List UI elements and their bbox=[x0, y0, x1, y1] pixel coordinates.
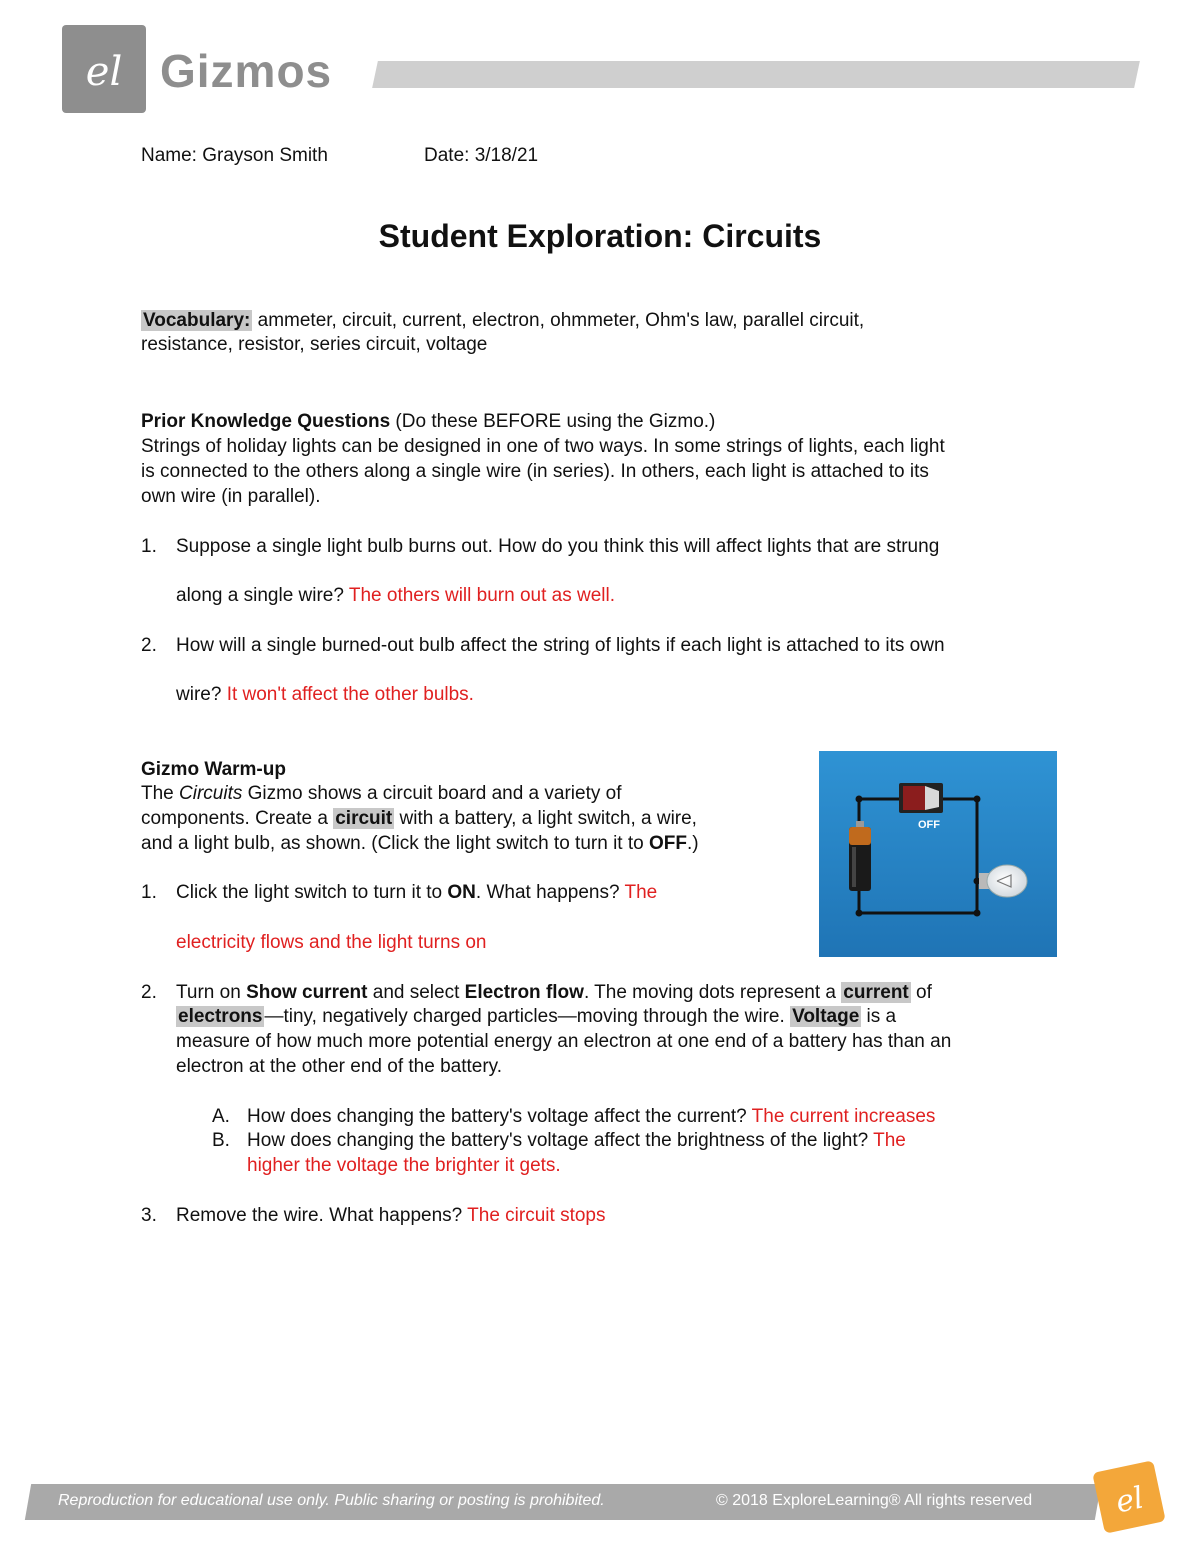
header-bar bbox=[372, 61, 1140, 88]
warmup-q1-line-1 bbox=[176, 880, 657, 905]
warmup-intro-1b: Circuits bbox=[179, 783, 243, 804]
warmup-q3-line bbox=[176, 1203, 605, 1228]
warmup-qb-text: How does changing the battery's voltage affect the brightness of the light? bbox=[247, 1130, 874, 1151]
switch-off-label: OFF bbox=[918, 819, 940, 831]
footer-copyright: © 2018 ExploreLearning® All rights reserved bbox=[716, 1492, 1033, 1509]
warmup-qa-label: A. bbox=[212, 1106, 230, 1127]
vocabulary-label: Vocabulary: bbox=[143, 310, 251, 331]
warmup-intro-2c: with a battery, a light switch, a wire, bbox=[394, 808, 697, 829]
warmup-intro-3b: OFF bbox=[648, 833, 687, 854]
gizmos-logo-icon bbox=[62, 25, 146, 113]
prior-q1-answer: The others will burn out as well. bbox=[348, 585, 615, 606]
warmup-q2-line-2 bbox=[176, 1004, 896, 1029]
prior-paragraph-line-1: Strings of holiday lights can be designed in one of two ways. In some strings of lights, each light bbox=[141, 436, 945, 457]
warmup-q2-2b: —tiny, negatively charged particles—moving through the wire. bbox=[264, 1006, 791, 1027]
warmup-qb-answer-1: The bbox=[873, 1130, 906, 1151]
prior-heading-text: Prior Knowledge Questions bbox=[141, 411, 391, 432]
warmup-q2-line-1 bbox=[176, 980, 932, 1005]
vocabulary-line-1 bbox=[141, 308, 864, 333]
warmup-q2-1e: . The moving dots represent a bbox=[583, 982, 842, 1003]
warmup-q2-line-3: measure of how much more potential energy an electron at one end of a battery has than an bbox=[176, 1031, 952, 1052]
warmup-q2-1b: Show current bbox=[246, 982, 368, 1003]
warmup-q2-line-4: electron at the other end of the battery. bbox=[176, 1056, 503, 1077]
explorelearning-logo-icon bbox=[1092, 1460, 1166, 1534]
warmup-q2-number: 2. bbox=[141, 982, 157, 1003]
warmup-q2-2d: is a bbox=[861, 1006, 897, 1027]
student-name: Name: Grayson Smith bbox=[141, 145, 328, 166]
footer-disclaimer: Reproduction for educational use only. Public sharing or posting is prohibited. bbox=[58, 1492, 605, 1509]
warmup-q1-b: ON bbox=[447, 882, 476, 903]
warmup-intro-3a: and a light bulb, as shown. (Click the light switch to turn it to bbox=[141, 833, 649, 854]
warmup-intro-line-1 bbox=[141, 781, 621, 806]
warmup-q3-text: Remove the wire. What happens? bbox=[176, 1205, 468, 1226]
warmup-q1-answer-1: The bbox=[624, 882, 658, 903]
warmup-q2-1d: Electron flow bbox=[464, 982, 584, 1003]
prior-q2-text: How will a single burned-out bulb affect the string of lights if each light is attached to its own bbox=[176, 635, 945, 656]
warmup-qb-answer-2: higher the voltage the brighter it gets. bbox=[247, 1155, 561, 1176]
warmup-q2-2a: electrons bbox=[178, 1006, 263, 1027]
warmup-q1-a: Click the light switch to turn it to bbox=[176, 882, 448, 903]
warmup-intro-3c: .) bbox=[686, 833, 699, 854]
prior-q1-text: Suppose a single light bulb burns out. How do you think this will affect lights that are strung bbox=[176, 536, 940, 557]
svg-text:el: el bbox=[85, 49, 123, 95]
prior-paragraph-line-2: is connected to the others along a single wire (in series). In others, each light is attached to its bbox=[141, 461, 929, 482]
warmup-q3-answer: The circuit stops bbox=[467, 1205, 606, 1226]
prior-q1-text-2: along a single wire? bbox=[176, 585, 349, 606]
warmup-intro-line-2 bbox=[141, 806, 697, 831]
prior-q2-line2 bbox=[176, 682, 474, 707]
prior-q1-number: 1. bbox=[141, 536, 157, 557]
warmup-intro-1c: Gizmo shows a circuit board and a variety of bbox=[242, 783, 622, 804]
warmup-qa-line bbox=[247, 1104, 935, 1129]
prior-q1-line2 bbox=[176, 583, 615, 608]
warmup-q2-1c: and select bbox=[367, 982, 465, 1003]
prior-note: (Do these BEFORE using the Gizmo.) bbox=[390, 411, 716, 432]
warmup-heading: Gizmo Warm-up bbox=[141, 759, 286, 780]
warmup-q2-1a: Turn on bbox=[176, 982, 247, 1003]
prior-q2-number: 2. bbox=[141, 635, 157, 656]
prior-paragraph-line-3: own wire (in parallel). bbox=[141, 486, 321, 507]
warmup-q3-number: 3. bbox=[141, 1205, 157, 1226]
prior-knowledge-heading bbox=[141, 409, 715, 434]
warmup-q2-1g: of bbox=[910, 982, 932, 1003]
warmup-q1-number: 1. bbox=[141, 882, 157, 903]
prior-q2-text-2: wire? bbox=[176, 684, 227, 705]
warmup-qa-text: How does changing the battery's voltage affect the current? bbox=[247, 1106, 752, 1127]
warmup-intro-2a: components. Create a bbox=[141, 808, 334, 829]
warmup-intro-1a: The bbox=[141, 783, 180, 804]
warmup-qb-label: B. bbox=[212, 1130, 230, 1151]
svg-text:el: el bbox=[1112, 1480, 1147, 1521]
battery-icon bbox=[849, 821, 871, 891]
warmup-qb-line bbox=[247, 1128, 906, 1153]
vocabulary-terms: ammeter, circuit, current, electron, ohmmeter, Ohm's law, parallel circuit, bbox=[252, 310, 865, 331]
gizmos-logo-text: Gizmos bbox=[160, 45, 333, 97]
warmup-intro-2b: circuit bbox=[335, 808, 393, 829]
warmup-q1-answer-2: electricity flows and the light turns on bbox=[176, 932, 487, 953]
prior-q2-answer: It won't affect the other bulbs. bbox=[226, 684, 474, 705]
page-title: Student Exploration: Circuits bbox=[378, 218, 822, 254]
date: Date: 3/18/21 bbox=[424, 145, 539, 166]
warmup-q2-2c: Voltage bbox=[792, 1006, 860, 1027]
warmup-q1-c: . What happens? bbox=[475, 882, 625, 903]
circuit-gizmo-image bbox=[819, 751, 1057, 957]
warmup-intro-line-3 bbox=[141, 831, 699, 856]
vocabulary-line-2: resistance, resistor, series circuit, voltage bbox=[141, 334, 488, 355]
warmup-q2-1f: current bbox=[843, 982, 909, 1003]
warmup-qa-answer: The current increases bbox=[751, 1106, 936, 1127]
